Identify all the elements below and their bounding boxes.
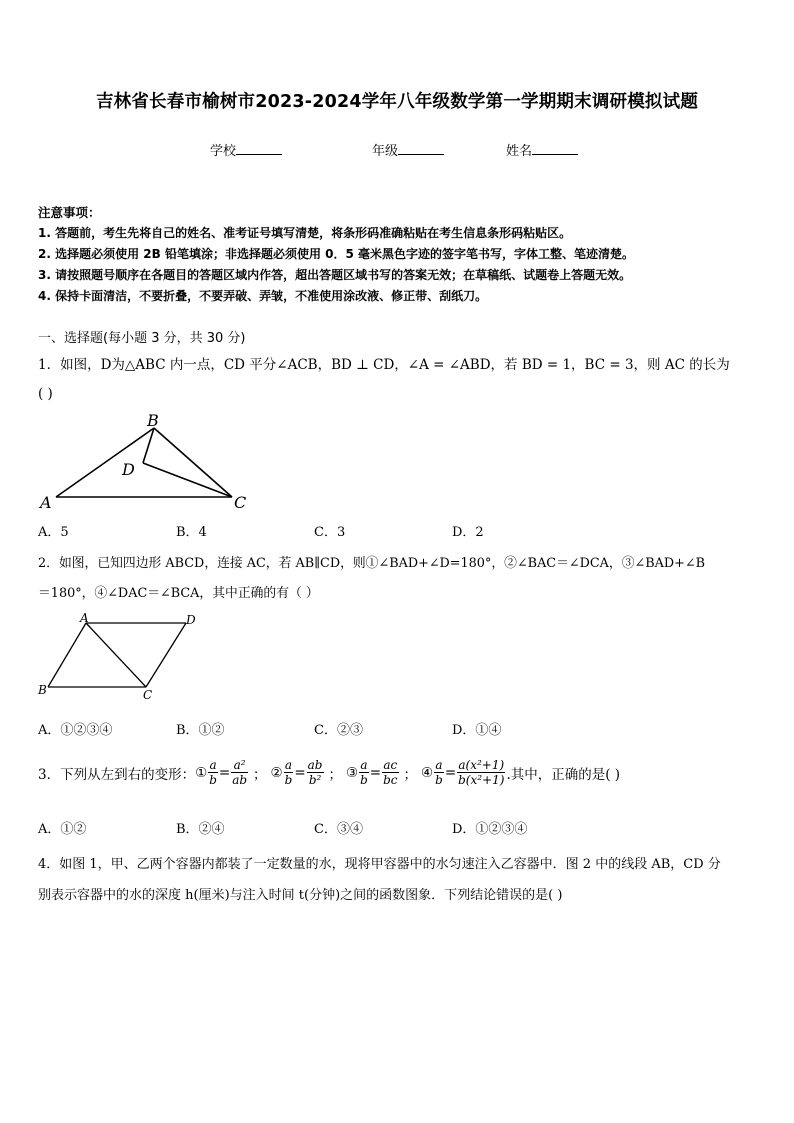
section-heading: 一、选择题(每小题 3 分，共 30 分) — [38, 331, 246, 346]
note-item: 1. 答题前，考生先将自己的姓名、准考证号填写清楚，将条形码准确粘贴在考生信息条形码粘贴区。 — [38, 226, 572, 240]
q3-f2-left: $\frac{a}{b}$ — [284, 758, 293, 787]
q3-mark-3: ③ — [346, 764, 359, 781]
figure-label-a: A — [80, 611, 89, 625]
q3-f1-left: $\frac{a}{b}$ — [209, 758, 217, 787]
page-title: 吉林省长春市榆树市2023-2024学年八年级数学第一学期期末调研模拟试题 — [95, 92, 699, 112]
grade-blank — [398, 142, 444, 155]
q2-option-c[interactable]: C．②③ — [314, 723, 363, 738]
note-item: 4. 保持卡面清洁，不要折叠，不要弄破、弄皱，不准使用涂改液、修正带、刮纸刀。 — [38, 289, 488, 303]
q3-option-a[interactable]: A．①② — [38, 822, 87, 837]
note-item: 3. 请按照题号顺序在各题目的答题区域内作答，超出答题区域书写的答案无效；在草稿纸、试题卷上答题无效。 — [38, 268, 632, 282]
q2-option-b[interactable]: B．①② — [176, 723, 225, 738]
q3-mark-2: ② — [270, 764, 283, 781]
figure-label-c: C — [234, 493, 247, 512]
q3-f3-right: $\frac{ac}{bc}$ — [383, 758, 398, 787]
figure-label-a: A — [40, 493, 52, 512]
q3-f4-left: $\frac{a}{b}$ — [435, 758, 443, 787]
figure-label-c: C — [143, 688, 153, 702]
q3-mark-1: ① — [195, 764, 208, 781]
question-4-text-cont: 别表示容器中的水的深度 h(厘米)与注入时间 t(分钟)之间的函数图象．下列结论错误的是( ) — [38, 888, 563, 903]
q1-option-b[interactable]: B．4 — [176, 525, 207, 540]
notes-heading: 注意事项： — [38, 205, 101, 220]
figure-label-d: D — [186, 613, 196, 627]
figure-label-b: B — [147, 411, 159, 430]
question-2-text: 2．如图，已知四边形 ABCD，连接 AC，若 AB∥CD，则①∠BAD+∠D=180°，②∠BAC＝∠DCA，③∠BAD+∠B — [38, 556, 705, 571]
school-field — [210, 140, 282, 159]
q1-option-d[interactable]: D．2 — [452, 525, 484, 540]
name-label: 姓名 — [506, 144, 533, 159]
name-field — [506, 140, 578, 159]
question-4-text: 4．如图 1，甲、乙两个容器内都装了一定数量的水，现将甲容器中的水匀速注入乙容器中．图 2 中的线段 AB，CD 分 — [38, 857, 721, 872]
question-1-text: 1．如图，D为△ABC 内一点，CD 平分∠ACB，BD ⊥ CD，∠A = ∠ABD，若 BD = 1，BC = 3，则 AC 的长为 — [38, 357, 730, 373]
school-blank — [236, 142, 282, 155]
figure-label-d: D — [122, 460, 135, 479]
question-1-bracket: ( ) — [38, 386, 53, 402]
q2-option-a[interactable]: A．①②③④ — [38, 723, 113, 738]
q1-option-c[interactable]: C．3 — [314, 525, 346, 540]
triangle-figure — [36, 408, 256, 514]
question-2-text-cont: ＝180°，④∠DAC＝∠BCA，其中正确的有（ ） — [38, 586, 319, 601]
quadrilateral-figure — [36, 610, 206, 702]
school-label: 学校 — [210, 144, 237, 159]
grade-field — [372, 140, 444, 159]
q3-option-d[interactable]: D．①②③④ — [452, 822, 528, 837]
q3-tail: .其中，正确的是( ) — [506, 766, 621, 783]
name-blank — [532, 142, 578, 155]
q3-f1-right: $\frac{\text{a²}}{ab}$ — [232, 758, 248, 787]
q3-lead: 3．下列从左到右的变形： — [38, 766, 196, 783]
q2-option-d[interactable]: D．①④ — [452, 723, 502, 738]
note-item: 2. 选择题必须使用 2B 铅笔填涂；非选择题必须使用 0．5 毫米黑色字迹的签字笔书写，字体工整、笔迹清楚。 — [38, 247, 634, 261]
q3-option-b[interactable]: B．②④ — [176, 822, 225, 837]
question-3-text: 3．下列从左到右的变形： ① $\frac{a}{b}$ = $\frac{\text{a²}}{ab}$ ； ② $\frac{a}{b}$ = $\frac{ab}{\text{b²}}$ ； ③ $\frac{a}{b}$ = $\frac{ac}{bc}$ ； ④ $\frac{a}{b}$ = $\frac{\text{a(x²+1)}}{\text{b(x²+1)}}$ .其中，正确的是( ) — [38, 758, 621, 787]
q3-f4-right: $\frac{\text{a(x²+1)}}{\text{b(x²+1)}}$ — [458, 758, 505, 787]
q3-f3-left: $\frac{a}{b}$ — [360, 758, 368, 787]
q1-option-a[interactable]: A．5 — [38, 525, 69, 540]
q3-f2-right: $\frac{ab}{\text{b²}}$ — [307, 758, 323, 787]
figure-label-b: B — [38, 683, 47, 697]
q3-option-c[interactable]: C．③④ — [314, 822, 363, 837]
q3-mark-4: ④ — [421, 764, 434, 781]
grade-label: 年级 — [372, 144, 399, 159]
